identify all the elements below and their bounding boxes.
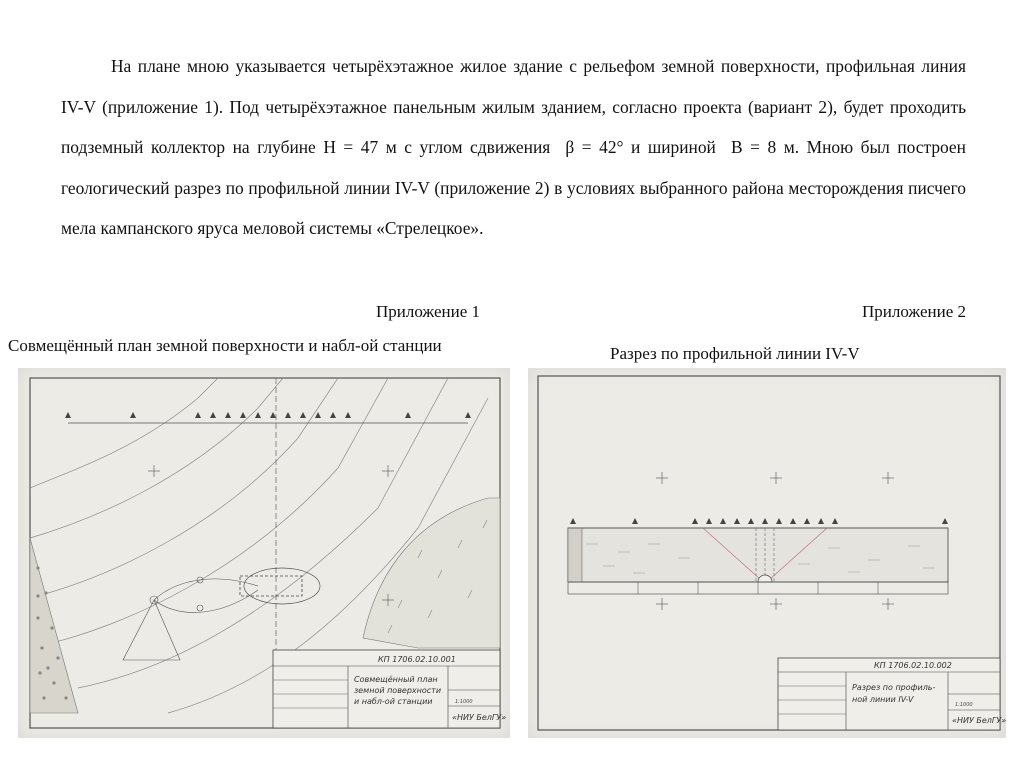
plan-stamp-scale: 1:1000 <box>455 699 473 705</box>
section-stamp-title-2: ной линии IV-V <box>852 695 914 704</box>
beta-symbol: β <box>565 137 575 157</box>
section-stamp-title-1: Разрез по профиль- <box>852 683 936 692</box>
building-outline <box>240 568 320 604</box>
dotted-area-left <box>30 538 78 713</box>
appendix-2-caption: Разрез по профильной линии IV-V <box>610 344 860 363</box>
section-stamp-org: «НИУ БелГУ» <box>952 716 1006 725</box>
plan-stamp-title-2: земной поверхности <box>354 686 442 695</box>
section-drawing <box>528 368 1006 738</box>
plan-stamp-code: КП 1706.02.10.001 <box>378 655 456 664</box>
appendix-2-label: Приложение 2 <box>862 302 966 321</box>
plan-stamp-org: «НИУ БелГУ» <box>452 713 507 722</box>
sentence-plan: На плане мною указывается четырёхэтажное жилое здание с рельефом земной поверхности, профильная линия IV-V (приложение 1). <box>61 56 966 117</box>
plan-drawing-photo <box>18 368 510 738</box>
section-benchmark-markers <box>570 518 948 524</box>
width-value: В = 8 м. <box>730 137 800 157</box>
benchmark-markers <box>65 412 471 418</box>
appendix-1-caption: Совмещённый план земной поверхности и набл-ой станции <box>8 336 442 355</box>
hatched-area-right <box>363 498 500 648</box>
sentence-collector: Под четырёхэтажное панельным жилым зданием, согласно проекта (вариант 2), будет проходить подземный коллектор на глубине Н = 47 м с углом сдвижения <box>61 96 966 157</box>
section-stamp-scale: 1:1000 <box>955 702 973 708</box>
geological-section <box>568 528 948 594</box>
section-title-block <box>778 658 1006 730</box>
sentence-section: Мною был построен геологический разрез по профильной линии IV-V (приложение 2) в условиях выбранного района месторождения писчего мела кампанского яруса меловой системы «Стрелецкое». <box>61 137 966 238</box>
section-stamp-code: КП 1706.02.10.002 <box>874 661 952 670</box>
plan-stamp-title-1: Совмещённый план <box>354 675 438 684</box>
appendix-1-label: Приложение 1 <box>376 302 480 321</box>
section-drawing-photo <box>528 368 1006 738</box>
main-paragraph <box>61 46 966 249</box>
plan-title-block <box>273 650 506 728</box>
plan-drawing <box>18 368 510 738</box>
grid-crosses <box>148 465 394 606</box>
plan-stamp-title-3: и набл-ой станции <box>354 697 433 706</box>
sentence-angle: = 42° и шириной <box>581 137 716 157</box>
survey-traverse <box>123 577 258 660</box>
